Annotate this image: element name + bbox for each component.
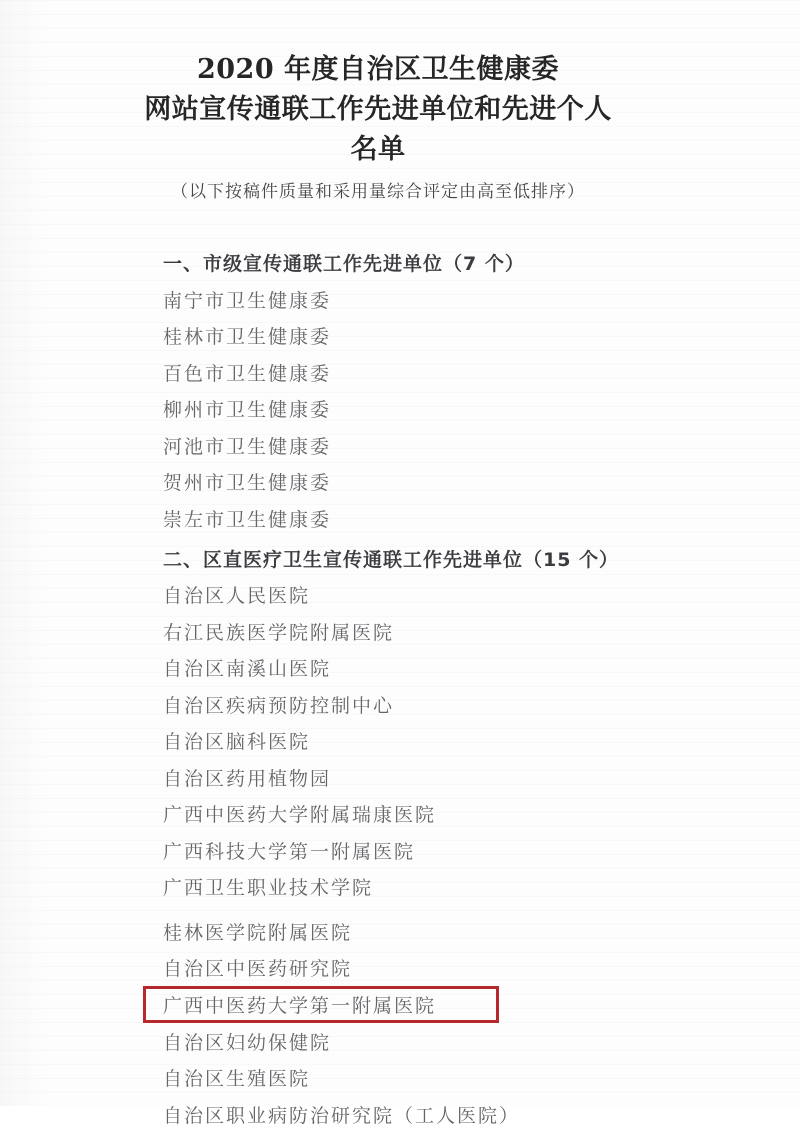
list-item: 广西卫生职业技术学院 — [163, 877, 374, 900]
list-item: 自治区妇幼保健院 — [163, 1031, 332, 1054]
document-subtitle: （以下按稿件质量和采用量综合评定由高至低排序） — [171, 182, 585, 202]
list-item: 桂林市卫生健康委 — [163, 326, 332, 349]
list-item: 柳州市卫生健康委 — [163, 399, 332, 422]
list-item: 河池市卫生健康委 — [163, 435, 332, 458]
list-item: 南宁市卫生健康委 — [163, 289, 332, 312]
list-item: 自治区职业病防治研究院（工人医院） — [163, 1104, 521, 1127]
document-title-line2: 网站宣传通联工作先进单位和先进个人名单 — [144, 94, 612, 165]
list-item-highlighted: 广西中医药大学第一附属医院 — [143, 986, 499, 1023]
section-list-city-level — [163, 281, 624, 537]
section-heading-region-level: 二、区直医疗卫生宣传通联工作先进单位（15 个） — [163, 548, 620, 571]
list-item: 自治区脑科医院 — [163, 731, 311, 754]
section-heading-city-level: 一、市级宣传通联工作先进单位（7 个） — [163, 253, 525, 275]
list-item: 自治区药用植物园 — [163, 767, 332, 790]
list-item: 崇左市卫生健康委 — [163, 508, 332, 531]
list-item: 广西中医药大学附属瑞康医院 — [163, 804, 437, 827]
list-item: 自治区中医药研究院 — [163, 958, 353, 981]
document-title-line1: 2020 年度自治区卫生健康委 — [196, 54, 560, 85]
list-item: 桂林医学院附属医院 — [163, 921, 353, 944]
list-item: 自治区疾病预防控制中心 — [163, 694, 395, 717]
list-item: 右江民族医学院附属医院 — [163, 621, 395, 644]
list-item: 自治区生殖医院 — [163, 1068, 311, 1091]
list-item: 广西科技大学第一附属医院 — [163, 840, 416, 863]
section-list-region-level — [163, 577, 624, 1133]
document-body — [132, 50, 624, 1133]
list-item: 百色市卫生健康委 — [163, 362, 332, 385]
list-item: 自治区人民医院 — [163, 585, 311, 608]
list-item: 自治区南溪山医院 — [163, 658, 332, 681]
list-item: 贺州市卫生健康委 — [163, 472, 332, 495]
